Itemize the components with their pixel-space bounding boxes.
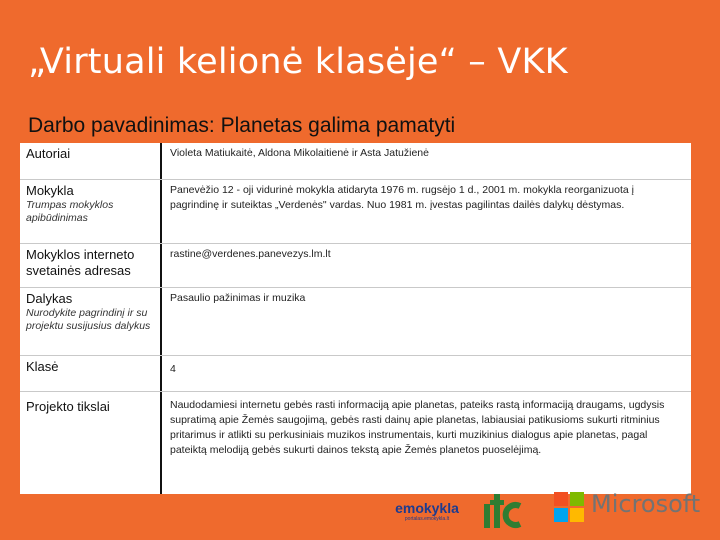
label-cell [20, 180, 162, 243]
ms-square-blue [554, 508, 568, 522]
slide-subtitle: Darbo pavadinimas: Planetas galima pamatyti [28, 114, 456, 137]
label-cell [20, 288, 162, 355]
slide-title: „Virtuali kelionė klasėje“ – VKK [28, 42, 568, 82]
table-row-class [20, 356, 691, 392]
row-value: Pasaulio pažinimas ir muzika [170, 292, 306, 304]
table-row-authors [20, 143, 691, 180]
label-cell [20, 392, 162, 494]
label-cell [20, 143, 162, 179]
row-note: Nurodykite pagrindinį ir su projektu susijusius dalykus [26, 307, 151, 332]
row-label: Projekto tikslai [26, 399, 110, 414]
row-value: Naudodamiesi internetu gebės rasti informaciją apie planetas, pateiks rastą informaciją draugams, ugdysis supratimą apie Žemės saugojimą, gebės rasti dainų apie planetas, labiausiai patikusioms sukurti ritminius pritarimus ir atlikti su perkusiniais muzikos instrumentais, kurti muzikinius dialogus apie planetas, pagal pateiktą melodiją gebės sukurti dainos tekstą apie Žemės planetos puoselėjimą. [170, 399, 665, 456]
row-label: Dalykas [26, 291, 73, 306]
emokykla-logo [390, 500, 464, 522]
row-label: Mokyklos interneto svetainės adresas [26, 247, 135, 278]
emokykla-name: emokykla [395, 500, 459, 516]
itc-logo-icon [482, 490, 522, 530]
row-label: Mokykla [26, 183, 74, 198]
row-value: 4 [170, 363, 176, 375]
row-value: rastine@verdenes.panevezys.lm.lt [170, 248, 331, 260]
row-value: Panevėžio 12 - oji vidurinė mokykla atidaryta 1976 m. rugsėjo 1 d., 2001 m. mokykla reorganizuota į pagrindinę ir suteiktas „Verdenės" vardas. Nuo 1981 m. įvestas pagilintas dailės dalykų dėstymas. [170, 184, 634, 211]
microsoft-wordmark: Microsoft [591, 490, 701, 518]
sponsor-logos [390, 478, 720, 540]
label-cell [20, 356, 162, 391]
ms-square-red [554, 492, 568, 506]
ms-square-green [570, 492, 584, 506]
row-label: Autoriai [26, 146, 71, 161]
table-row-website [20, 244, 691, 288]
label-cell [20, 244, 162, 287]
ms-square-yellow [570, 508, 584, 522]
emokykla-tagline: portalas.emokykla.lt [404, 516, 450, 522]
project-info-table [20, 143, 691, 494]
table-row-school [20, 180, 691, 244]
row-value: Violeta Matiukaitė, Aldona Mikolaitienė ir Asta Jatužienė [170, 147, 429, 159]
microsoft-logo-icon [554, 492, 584, 522]
table-row-subject [20, 288, 691, 356]
row-label: Klasė [26, 359, 59, 374]
row-note: Trumpas mokyklos apibūdinimas [26, 199, 114, 224]
